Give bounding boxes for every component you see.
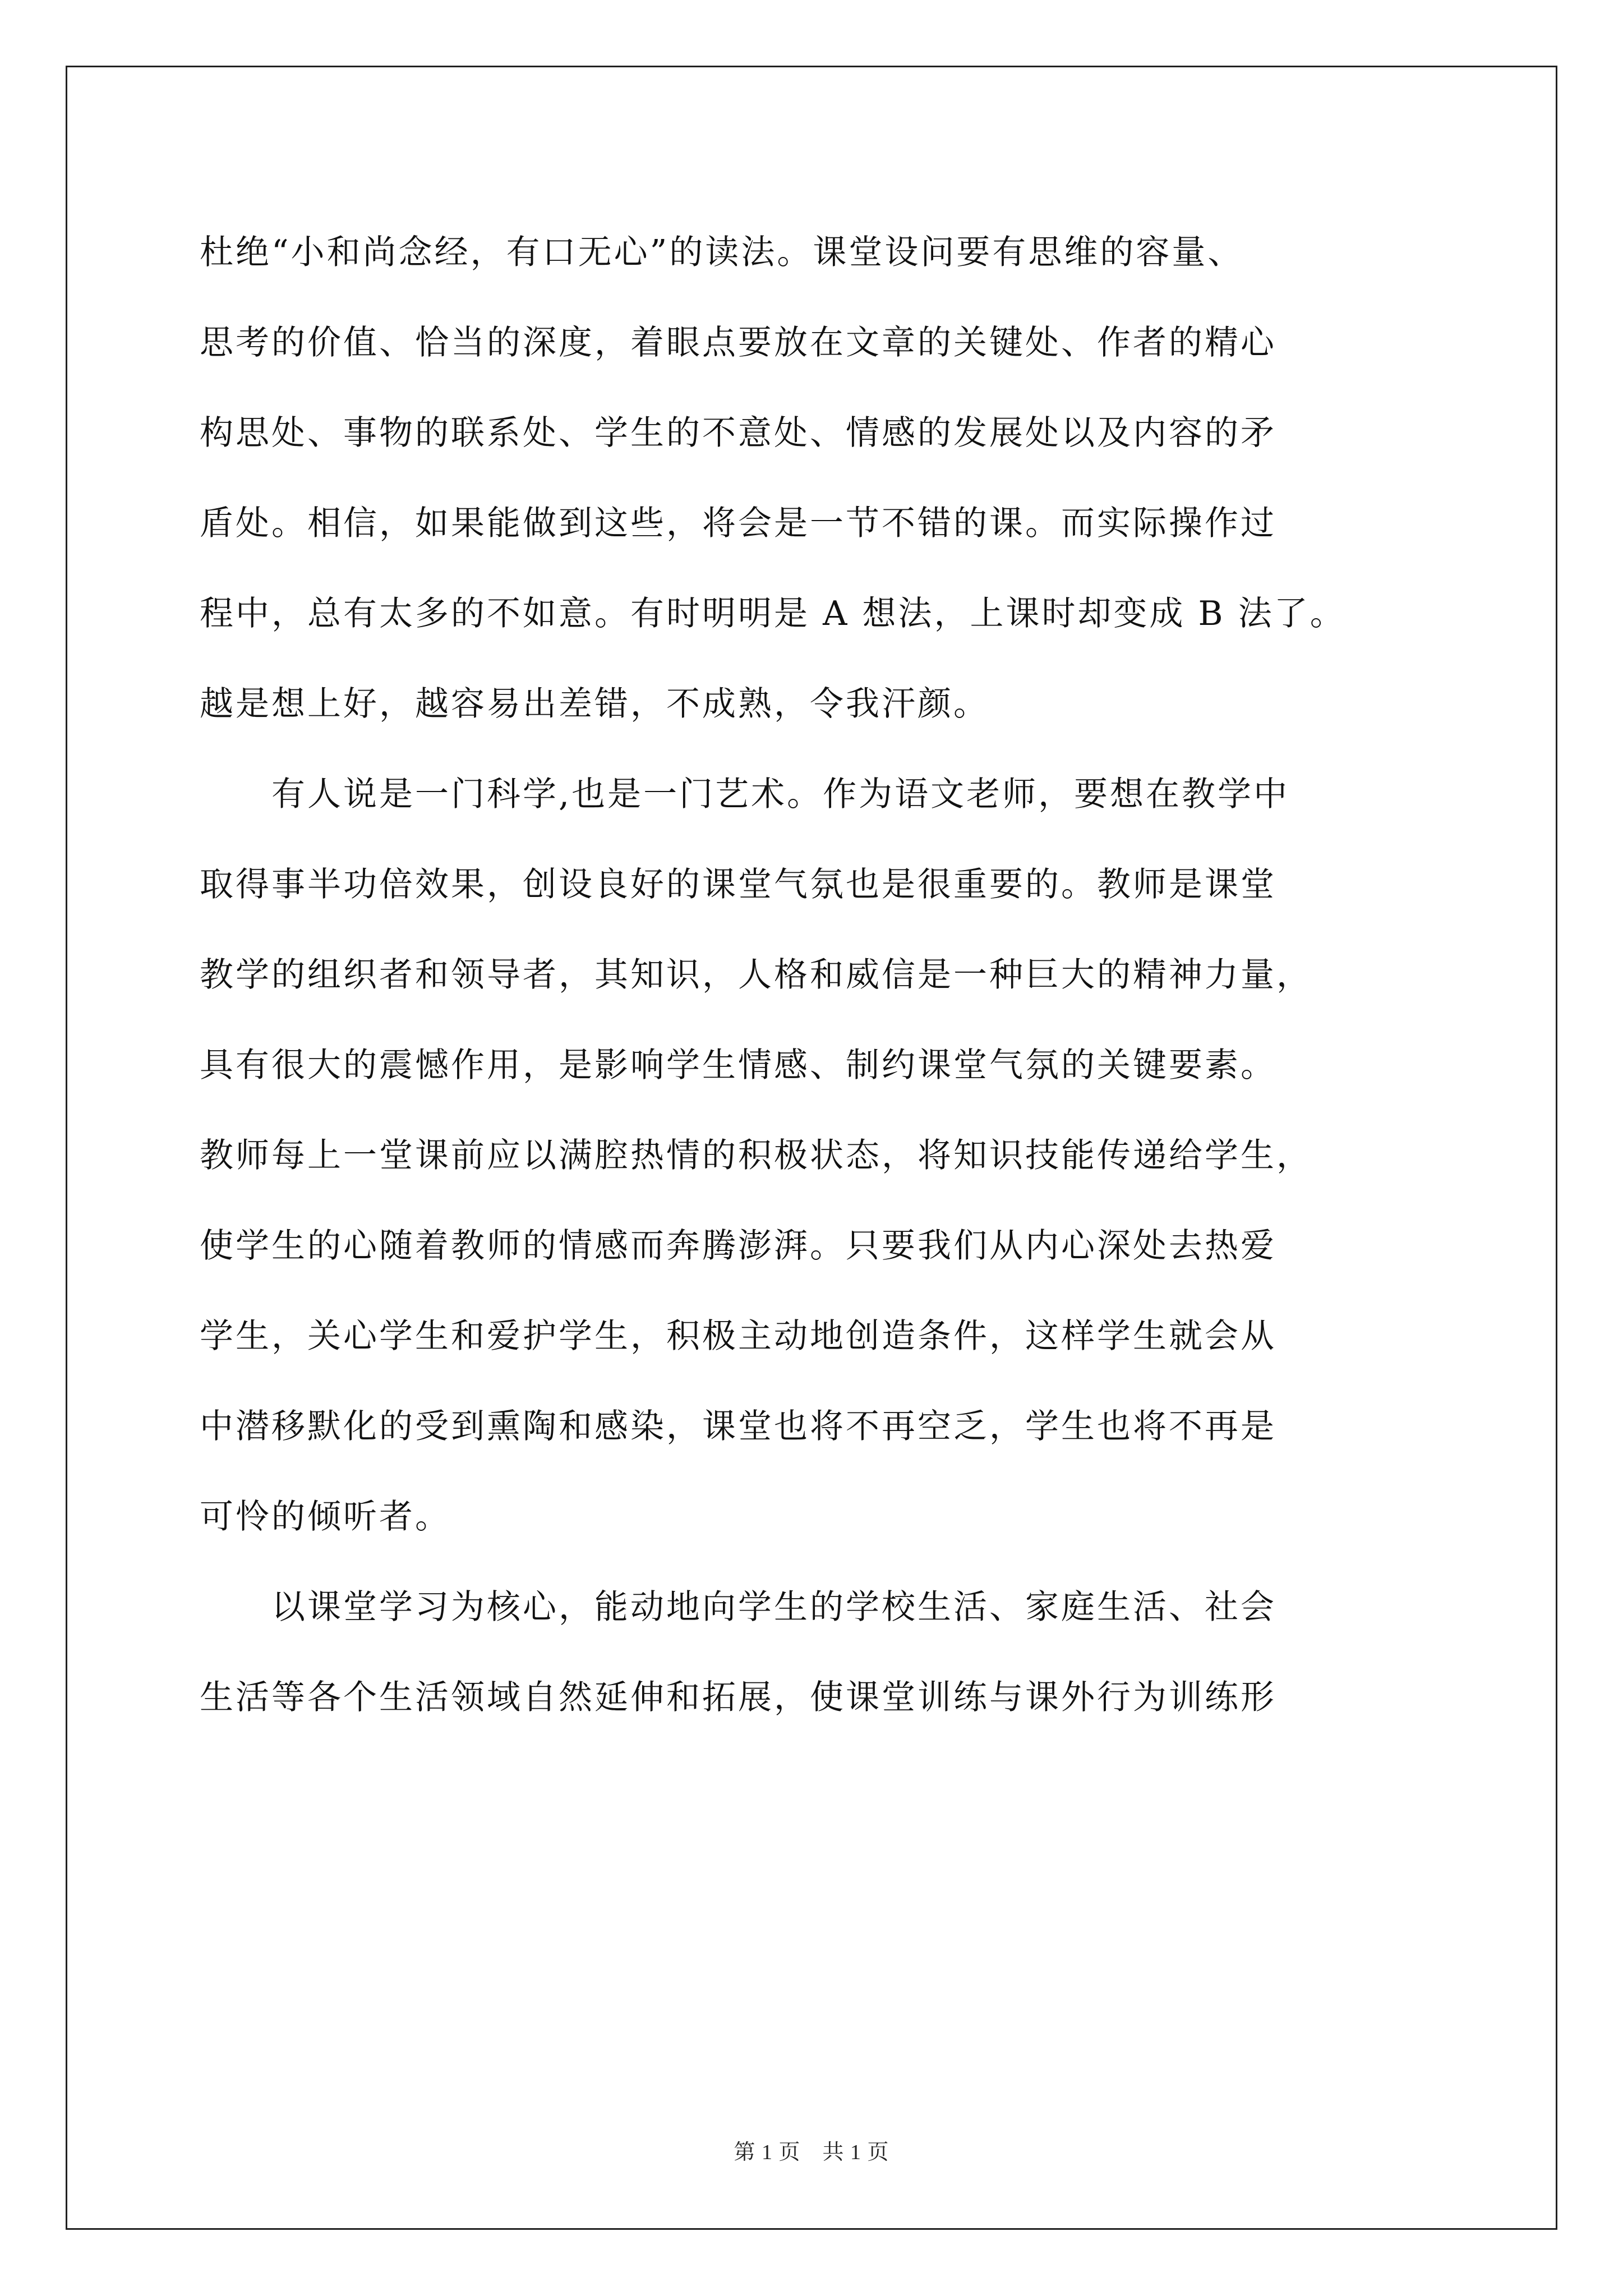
paragraph-3 [200, 1562, 1433, 1743]
text-line: 有人说是一门科学,也是一门艺术。作为语文老师，要想在教学中 [271, 775, 1290, 814]
text-line: 使学生的心随着教师的情感而奔腾澎湃。只要我们从内心深处去热爱 [200, 1226, 1276, 1266]
text-line: 教学的组织者和领导者，其知识，人格和威信是一种巨大的精神力量， [200, 955, 1312, 995]
page-footer: 第 1 页 共 1 页 [734, 2141, 889, 2164]
text-line: 杜绝“小和尚念经，有口无心”的读法。课堂设问要有思维的容量、 [200, 233, 1244, 272]
text-line: 中潜移默化的受到熏陶和感染，课堂也将不再空乏，学生也将不再是 [200, 1407, 1276, 1446]
text-line: 学生，关心学生和爱护学生，积极主动地创造条件，这样学生就会从 [200, 1317, 1276, 1356]
text-line: 程中，总有太多的不如意。有时明明是 A 想法，上课时却变成 B 法了。 [200, 594, 1346, 633]
text-line: 生活等各个生活领域自然延伸和拓展，使课堂训练与课外行为训练形 [200, 1678, 1276, 1717]
paragraph-1 [200, 208, 1433, 749]
text-line: 越是想上好，越容易出差错，不成熟，令我汗颜。 [200, 684, 989, 724]
document-body [200, 208, 1433, 1743]
text-line: 盾处。相信，如果能做到这些，将会是一节不错的课。而实际操作过 [200, 504, 1276, 543]
text-line: 教师每上一堂课前应以满腔热情的积极状态，将知识技能传递给学生， [200, 1136, 1312, 1175]
text-line: 构思处、事物的联系处、学生的不意处、情感的发展处以及内容的矛 [200, 413, 1276, 453]
text-line: 取得事半功倍效果，创设良好的课堂气氛也是很重要的。教师是课堂 [200, 865, 1276, 904]
text-line: 思考的价值、恰当的深度，着眼点要放在文章的关键处、作者的精心 [200, 323, 1276, 362]
text-line: 具有很大的震憾作用，是影响学生情感、制约课堂气氛的关键要素。 [200, 1046, 1276, 1085]
text-line: 可怜的倾听者。 [200, 1497, 451, 1536]
paragraph-2 [200, 749, 1433, 1562]
text-line: 以课堂学习为核心，能动地向学生的学校生活、家庭生活、社会 [271, 1588, 1276, 1627]
